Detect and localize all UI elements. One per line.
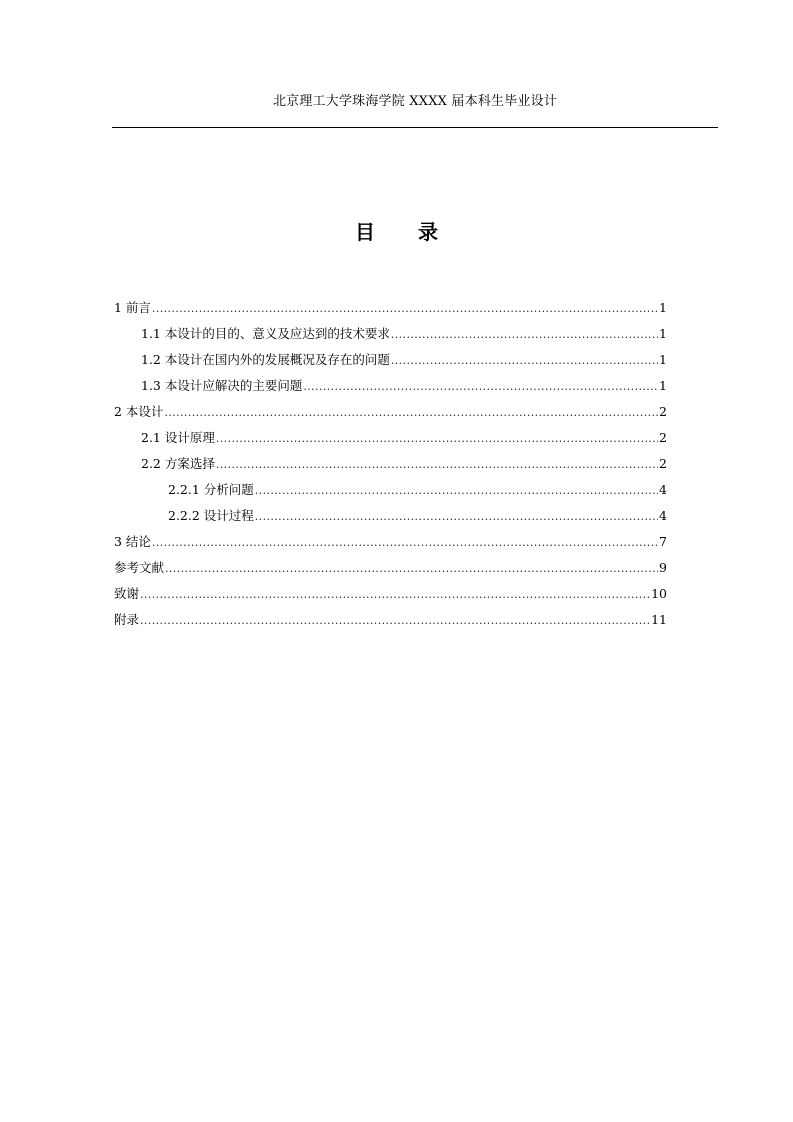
toc-entry-label: 致谢 [114,586,140,601]
toc-entry-acknowledgements[interactable] [114,583,667,609]
toc-entry-page: 1 [659,300,667,315]
toc-leader-dots [391,324,658,346]
toc-leader-dots [152,298,658,320]
toc-entry-3[interactable] [114,531,667,557]
toc-entry-page: 1 [659,326,667,341]
toc-entry-2-2[interactable] [114,453,667,479]
toc-entry-page: 2 [659,456,667,471]
toc-entry-label: 1.2 本设计在国内外的发展概况及存在的问题 [141,352,390,367]
toc-entry-page: 4 [659,508,667,523]
toc-entry-label: 1.3 本设计应解决的主要问题 [141,378,303,393]
toc-leader-dots [255,506,658,528]
toc-entry-1-2[interactable] [114,349,667,375]
toc-entry-label: 2 本设计 [114,404,164,419]
toc-entry-appendix[interactable] [114,609,667,635]
toc-entry-page: 11 [651,612,667,627]
toc-entry-page: 9 [659,560,667,575]
header-divider [112,127,718,128]
toc-entry-preface[interactable] [114,297,667,323]
toc-leader-dots [165,558,658,580]
toc-entry-2-2-1[interactable] [114,479,667,505]
toc-entry-label: 2.1 设计原理 [141,430,215,445]
toc-entry-label: 参考文献 [114,560,165,575]
toc-entry-label: 2.2.2 设计过程 [168,508,254,523]
toc-entry-1-3[interactable] [114,375,667,401]
toc-entry-page: 2 [659,404,667,419]
toc-leader-dots [303,376,658,398]
toc-entry-label: 2.2 方案选择 [141,456,215,471]
toc-leader-dots [391,350,658,372]
toc-entry-page: 2 [659,430,667,445]
toc-entry-label: 附录 [114,612,140,627]
toc-leader-dots [152,532,658,554]
toc-leader-dots [164,402,658,424]
table-of-contents [114,297,667,635]
toc-leader-dots [140,584,650,606]
toc-entry-label: 3 结论 [114,534,151,549]
toc-entry-page: 1 [659,378,667,393]
toc-entry-page: 1 [659,352,667,367]
toc-entry-2[interactable] [114,401,667,427]
toc-leader-dots [216,454,658,476]
toc-entry-label: 1.1 本设计的目的、意义及应达到的技术要求 [141,326,390,341]
toc-leader-dots [140,610,650,632]
toc-entry-2-2-2[interactable] [114,505,667,531]
toc-entry-references[interactable] [114,557,667,583]
toc-entry-label: 1 前言 [114,300,151,315]
toc-entry-page: 4 [659,482,667,497]
toc-entry-label: 2.2.1 分析问题 [168,482,254,497]
toc-title: 目 录 [355,220,456,244]
toc-entry-page: 10 [651,586,667,601]
toc-leader-dots [255,480,658,502]
toc-entry-1-1[interactable] [114,323,667,349]
toc-entry-2-1[interactable] [114,427,667,453]
page-header: 北京理工大学珠海学院 XXXX 届本科生毕业设计 [272,94,558,109]
toc-entry-page: 7 [659,534,667,549]
toc-leader-dots [216,428,658,450]
